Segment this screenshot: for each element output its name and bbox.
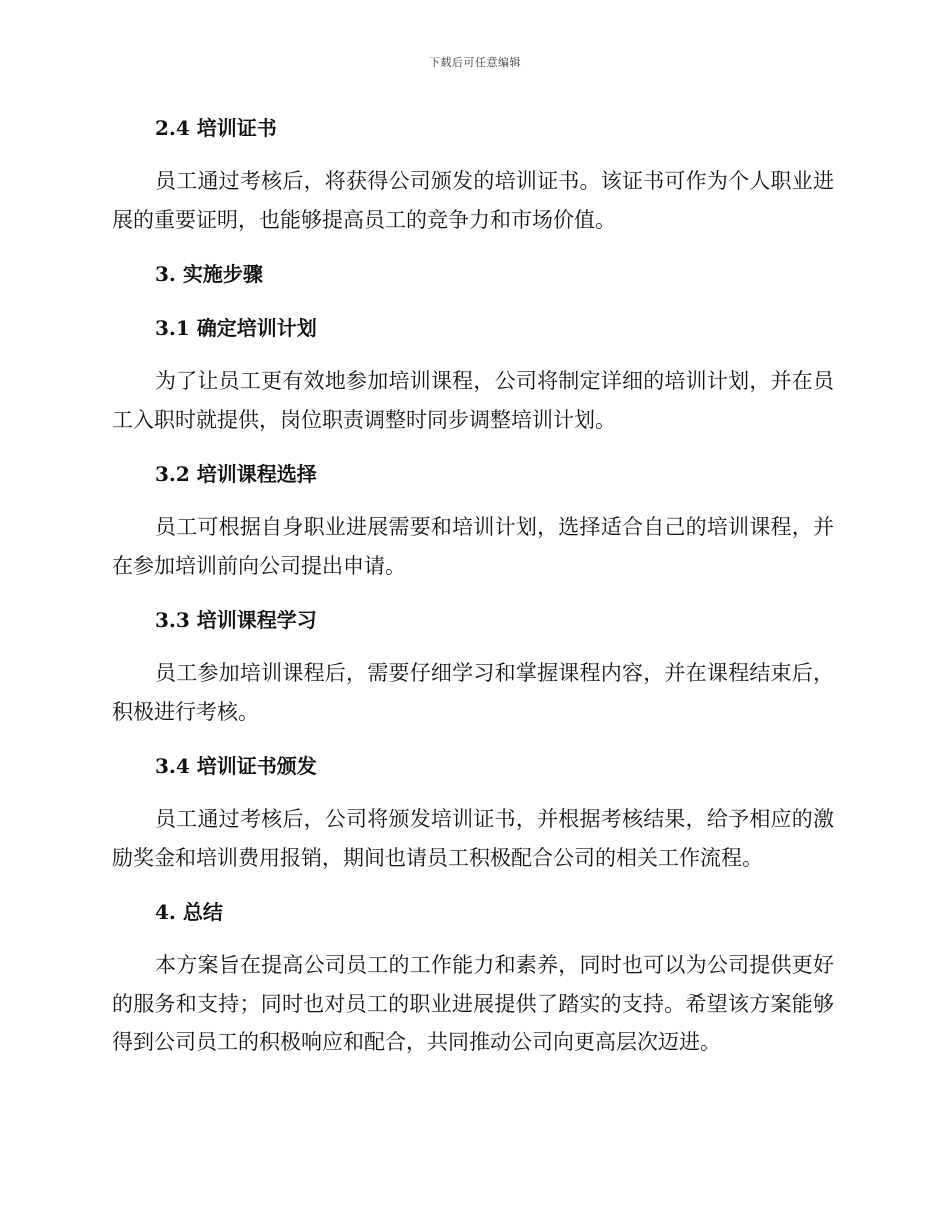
section-heading-3: 3. 实施步骤 bbox=[155, 262, 263, 286]
section-heading-3-4: 3.4 培训证书颁发 bbox=[155, 754, 317, 778]
section-heading-3-3: 3.3 培训课程学习 bbox=[155, 608, 317, 632]
section-heading-4: 4. 总结 bbox=[155, 900, 223, 924]
section-paragraph-3-4: 员工通过考核后，公司将颁发培训证书，并根据考核结果，给予相应的激励奖金和培训费用报销，期间也请员工积极配合公司的相关工作流程。 bbox=[112, 807, 834, 870]
section-heading-2-4: 2.4 培训证书 bbox=[155, 116, 277, 140]
section-paragraph-4: 本方案旨在提高公司员工的工作能力和素养，同时也可以为公司提供更好的服务和支持；同时也对员工的职业进展提供了踏实的支持。希望该方案能够得到公司员工的积极响应和配合，共同推动公司向更高层次迈进。 bbox=[112, 953, 834, 1054]
section-paragraph-2-4: 员工通过考核后，将获得公司颁发的培训证书。该证书可作为个人职业进展的重要证明，也能够提高员工的竞争力和市场价值。 bbox=[112, 169, 834, 232]
section-paragraph-3-3: 员工参加培训课程后，需要仔细学习和掌握课程内容，并在课程结束后，积极进行考核。 bbox=[112, 661, 834, 724]
document-body bbox=[112, 108, 834, 1077]
section-paragraph-3-2: 员工可根据自身职业进展需要和培训计划，选择适合自己的培训课程，并在参加培训前向公司提出申请。 bbox=[112, 515, 834, 578]
section-paragraph-3-1: 为了让员工更有效地参加培训课程，公司将制定详细的培训计划，并在员工入职时就提供，岗位职责调整时同步调整培训计划。 bbox=[112, 369, 834, 432]
page-header: 下载后可任意编辑 bbox=[429, 56, 521, 69]
section-heading-3-2: 3.2 培训课程选择 bbox=[155, 462, 317, 486]
section-heading-3-1: 3.1 确定培训计划 bbox=[155, 316, 317, 340]
